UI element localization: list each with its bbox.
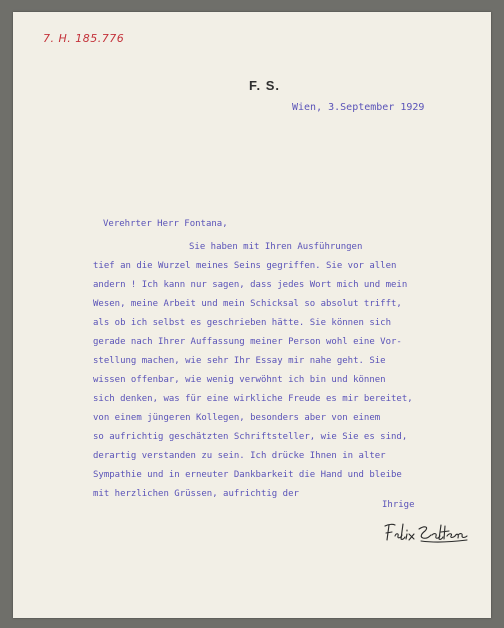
dateline: Wien, 3.September 1929 [292, 102, 425, 113]
closing: Ihrige [382, 500, 415, 510]
body-line: tief an die Wurzel meines Seins gegriffen. Sie vor allen [93, 261, 397, 271]
body-line: mit herzlichen Grüssen, aufrichtig der [93, 489, 299, 499]
body-line: Wesen, meine Arbeit und mein Schicksal so absolut trifft, [93, 299, 402, 309]
body-line: stellung machen, wie sehr Ihr Essay mir nahe geht. Sie [93, 356, 386, 366]
body-line: derartig verstanden zu sein. Ich drücke Ihnen in alter [93, 451, 386, 461]
body-line: wissen offenbar, wie wenig verwöhnt ich bin und können [93, 375, 386, 385]
letter-sheet [13, 12, 491, 618]
archive-mark: 7. H. 185.776 [43, 32, 125, 45]
body-line: als ob ich selbst es geschrieben hätte. Sie können sich [93, 318, 392, 328]
body-line: Sympathie und in erneuter Dankbarkeit die Hand und bleibe [93, 470, 402, 480]
body-line: von einem jüngeren Kollegen, besonders aber von einem [93, 413, 381, 423]
handwritten-signature [381, 520, 471, 546]
salutation: Verehrter Herr Fontana, [103, 219, 228, 229]
body-line: andern ! Ich kann nur sagen, dass jedes Wort mich und mein [93, 280, 408, 290]
letterhead: F. S. [249, 78, 281, 93]
body-line: so aufrichtig geschätzten Schriftsteller, wie Sie es sind, [93, 432, 408, 442]
body-line: gerade nach Ihrer Auffassung meiner Person wohl eine Vor- [93, 337, 402, 347]
body-line: sich denken, was für eine wirkliche Freude es mir bereitet, [93, 394, 413, 404]
body-line: Sie haben mit Ihren Ausführungen [189, 242, 363, 252]
